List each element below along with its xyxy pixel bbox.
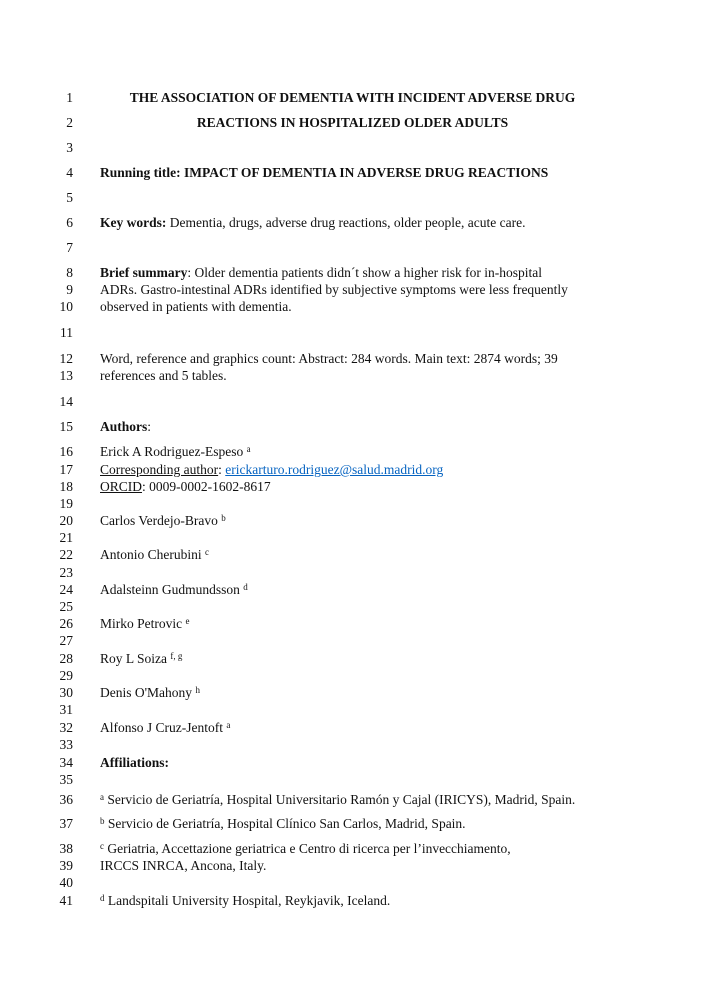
superscript-affiliation-mark: h	[195, 684, 200, 695]
text-segment: Servicio de Geriatría, Hospital Universitario Ramón y Cajal (IRICYS), Madrid, Spain.	[104, 792, 576, 807]
line-text	[100, 114, 605, 131]
line-text	[100, 189, 605, 206]
manuscript-line	[0, 754, 707, 771]
line-number: 22	[59, 547, 73, 562]
line-number: 28	[59, 651, 73, 666]
line-text	[100, 650, 605, 667]
line-number: 21	[59, 530, 73, 545]
manuscript-line	[0, 114, 707, 131]
manuscript-line	[0, 478, 707, 495]
superscript-affiliation-mark: b	[221, 512, 226, 523]
text-segment: THE ASSOCIATION OF DEMENTIA WITH INCIDENT ADVERSE DRUG	[129, 90, 576, 105]
line-text	[100, 281, 605, 298]
line-text	[100, 239, 605, 256]
manuscript-line	[0, 164, 707, 181]
manuscript-line	[0, 840, 707, 857]
manuscript-line	[0, 189, 707, 206]
line-text	[100, 461, 605, 478]
line-number: 17	[59, 462, 73, 477]
line-text	[100, 393, 605, 410]
text-segment: Brief summary	[100, 265, 188, 280]
line-number: 8	[66, 265, 73, 280]
line-text	[100, 478, 605, 495]
line-number: 5	[66, 190, 73, 205]
text-segment: IRCCS INRCA, Ancona, Italy.	[100, 858, 267, 873]
line-text	[100, 754, 605, 771]
line-number: 12	[59, 351, 73, 366]
manuscript-line	[0, 857, 707, 874]
line-text	[100, 857, 605, 874]
line-number: 14	[59, 394, 73, 409]
line-text	[100, 719, 605, 736]
line-number: 6	[66, 215, 73, 230]
line-text	[100, 350, 605, 367]
line-number: 34	[59, 755, 73, 770]
text-segment: :	[218, 462, 226, 477]
superscript-affiliation-mark: c	[100, 840, 104, 851]
line-text	[100, 512, 605, 529]
line-number: 16	[59, 444, 73, 459]
line-number: 36	[59, 792, 73, 807]
line-text	[100, 139, 605, 156]
text-segment: ADRs. Gastro-intestinal ADRs identified by subjective symptoms were less frequently	[100, 282, 568, 297]
text-segment: Word, reference and graphics count: Abstract: 284 words. Main text: 2874 words; 39	[100, 351, 558, 366]
line-text	[100, 564, 605, 581]
superscript-affiliation-mark: c	[205, 546, 209, 557]
text-segment: Antonio Cherubini	[100, 547, 205, 562]
text-segment: Adalsteinn Gudmundsson	[100, 582, 244, 597]
line-number: 40	[59, 875, 73, 890]
manuscript-line	[0, 214, 707, 231]
text-segment: Dementia, drugs, adverse drug reactions, older people, acute care.	[166, 215, 526, 230]
line-number: 2	[66, 115, 73, 130]
line-text	[100, 264, 605, 281]
text-segment: Corresponding author	[100, 462, 219, 477]
manuscript-line	[0, 298, 707, 315]
line-text	[100, 581, 605, 598]
manuscript-line	[0, 874, 707, 891]
text-segment: Landspitali University Hospital, Reykjavik, Iceland.	[104, 893, 391, 908]
superscript-affiliation-mark: a	[100, 791, 104, 802]
text-segment: Carlos Verdejo-Bravo	[100, 513, 222, 528]
manuscript-line	[0, 615, 707, 632]
superscript-affiliation-mark: a	[246, 443, 251, 454]
manuscript-line	[0, 736, 707, 753]
manuscript-line	[0, 632, 707, 649]
text-segment: Authors	[100, 419, 148, 434]
line-number: 19	[59, 496, 73, 511]
line-text	[100, 298, 605, 315]
line-number: 25	[59, 599, 73, 614]
line-text	[100, 529, 605, 546]
line-text	[100, 874, 605, 891]
text-segment: REACTIONS IN HOSPITALIZED OLDER ADULTS	[196, 115, 509, 130]
line-number: 18	[59, 479, 73, 494]
text-segment: : Older dementia patients didn´t show a higher risk for in-hospital	[187, 265, 543, 280]
line-number: 7	[66, 240, 73, 255]
manuscript-line	[0, 546, 707, 563]
text-segment: references and 5 tables.	[100, 368, 227, 383]
superscript-affiliation-mark: a	[226, 719, 231, 730]
line-text	[100, 214, 605, 231]
manuscript-line	[0, 89, 707, 106]
line-text	[100, 495, 605, 512]
text-segment: Roy L Soiza	[100, 651, 171, 666]
text-segment: :	[147, 419, 152, 434]
line-number: 37	[59, 816, 73, 831]
manuscript-line	[0, 771, 707, 788]
superscript-affiliation-mark: f, g	[170, 650, 183, 661]
manuscript-line	[0, 701, 707, 718]
text-segment: Denis O'Mahony	[100, 685, 196, 700]
superscript-affiliation-mark: d	[100, 892, 105, 903]
line-text	[100, 771, 605, 788]
manuscript-line	[0, 512, 707, 529]
line-text	[100, 443, 605, 460]
line-number: 9	[66, 282, 73, 297]
manuscript-line	[0, 443, 707, 460]
line-text	[100, 89, 605, 106]
manuscript-line	[0, 719, 707, 736]
manuscript-line	[0, 650, 707, 667]
manuscript-line	[0, 791, 707, 808]
line-text	[100, 701, 605, 718]
line-number: 24	[59, 582, 73, 597]
text-segment: Mirko Petrovic	[100, 616, 186, 631]
email-link[interactable]: erickarturo.rodriguez@salud.madrid.org	[225, 462, 444, 477]
manuscript-line	[0, 461, 707, 478]
line-number: 27	[59, 633, 73, 648]
line-number: 30	[59, 685, 73, 700]
line-text	[100, 632, 605, 649]
superscript-affiliation-mark: d	[243, 581, 248, 592]
manuscript-line	[0, 324, 707, 341]
line-number: 20	[59, 513, 73, 528]
manuscript-line	[0, 350, 707, 367]
line-text	[100, 791, 605, 808]
line-number: 39	[59, 858, 73, 873]
text-segment: Key words:	[100, 215, 167, 230]
text-segment: Erick A Rodriguez-Espeso	[100, 444, 247, 459]
text-segment: Geriatria, Accettazione geriatrica e Centro di ricerca per l’invecchiamento,	[104, 841, 511, 856]
line-number: 13	[59, 368, 73, 383]
line-number: 38	[59, 841, 73, 856]
line-number: 35	[59, 772, 73, 787]
line-text	[100, 736, 605, 753]
line-text	[100, 840, 605, 857]
manuscript-line	[0, 367, 707, 384]
text-segment: ORCID	[100, 479, 143, 494]
manuscript-line	[0, 239, 707, 256]
line-text	[100, 546, 605, 563]
manuscript-line	[0, 139, 707, 156]
line-text	[100, 684, 605, 701]
manuscript-line	[0, 264, 707, 281]
line-text	[100, 324, 605, 341]
text-segment: Alfonso J Cruz-Jentoft	[100, 720, 227, 735]
line-number: 10	[59, 299, 73, 314]
line-number: 26	[59, 616, 73, 631]
text-segment: Servicio de Geriatría, Hospital Clínico San Carlos, Madrid, Spain.	[104, 816, 466, 831]
manuscript-line	[0, 393, 707, 410]
manuscript-line	[0, 815, 707, 832]
line-number: 41	[59, 893, 73, 908]
superscript-affiliation-mark: b	[100, 815, 105, 826]
text-segment: : 0009-0002-1602-8617	[142, 479, 271, 494]
line-text	[100, 164, 605, 181]
line-number: 15	[59, 419, 73, 434]
manuscript-line	[0, 684, 707, 701]
line-number: 32	[59, 720, 73, 735]
line-text	[100, 892, 605, 909]
manuscript-line	[0, 598, 707, 615]
manuscript-line	[0, 281, 707, 298]
line-number: 29	[59, 668, 73, 683]
text-segment: Affiliations:	[100, 755, 169, 770]
manuscript-line	[0, 581, 707, 598]
line-number: 23	[59, 565, 73, 580]
manuscript-line	[0, 892, 707, 909]
line-text	[100, 667, 605, 684]
manuscript-line	[0, 495, 707, 512]
line-number: 4	[66, 165, 73, 180]
line-number: 33	[59, 737, 73, 752]
line-text	[100, 598, 605, 615]
manuscript-line	[0, 529, 707, 546]
line-text	[100, 815, 605, 832]
line-number: 11	[60, 325, 73, 340]
manuscript-line	[0, 564, 707, 581]
text-segment: Running title: IMPACT OF DEMENTIA IN ADVERSE DRUG REACTIONS	[100, 165, 549, 180]
manuscript-line	[0, 667, 707, 684]
line-text	[100, 615, 605, 632]
superscript-affiliation-mark: e	[185, 615, 190, 626]
line-text	[100, 367, 605, 384]
line-number: 1	[66, 90, 73, 105]
text-segment: observed in patients with dementia.	[100, 299, 292, 314]
line-text	[100, 418, 605, 435]
line-number: 3	[66, 140, 73, 155]
manuscript-line	[0, 418, 707, 435]
line-number: 31	[59, 702, 73, 717]
